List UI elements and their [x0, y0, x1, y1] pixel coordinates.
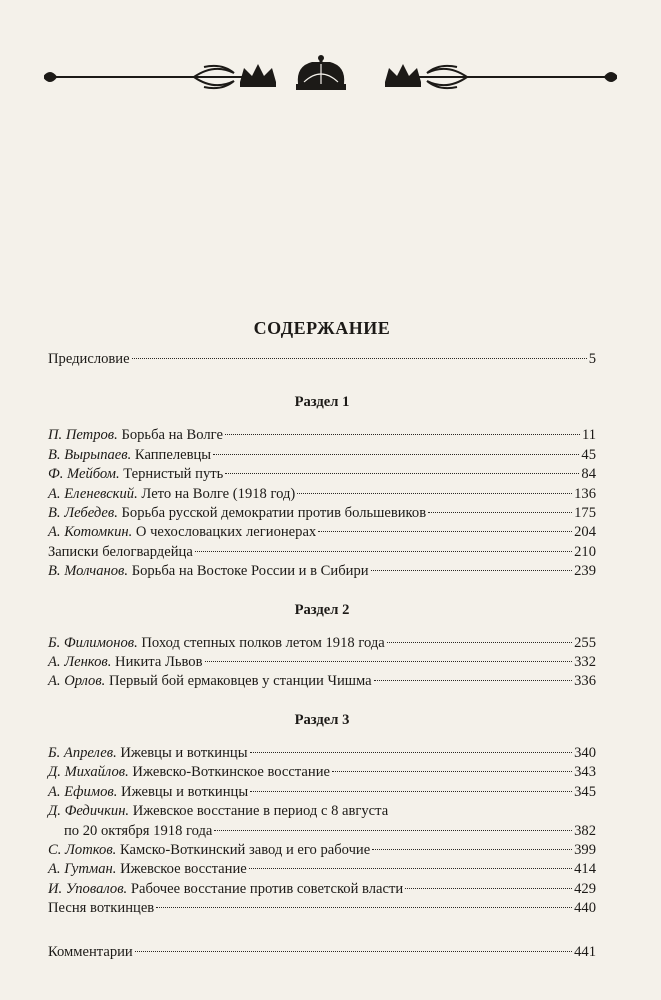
- entry-title: Тернистый путь: [123, 466, 224, 483]
- dot-leader: [405, 888, 572, 889]
- page-number: 332: [574, 654, 596, 671]
- entry-title: Борьба на Востоке России и в Сибири: [131, 563, 369, 580]
- dot-leader: [214, 830, 572, 831]
- toc-entry[interactable]: [48, 763, 596, 782]
- toc-entry-continuation[interactable]: [48, 822, 596, 841]
- dot-leader: [132, 358, 587, 359]
- toc-entry[interactable]: [48, 672, 596, 691]
- dot-leader: [195, 551, 572, 552]
- dot-leader: [250, 752, 573, 753]
- page-number: 210: [574, 543, 596, 560]
- entry-title: О чехословацких легионерах: [135, 524, 317, 541]
- toc-entry[interactable]: [48, 504, 596, 523]
- entry-author: С. Лотков.: [48, 841, 117, 858]
- toc-entry[interactable]: [48, 744, 596, 763]
- page-number: 345: [574, 783, 596, 800]
- section-heading-2: Раздел 2: [294, 601, 350, 618]
- page-number: 382: [574, 822, 596, 839]
- page-number: 136: [574, 485, 596, 502]
- entry-author: А. Гутман.: [48, 861, 117, 878]
- entry-author: А. Еленевский.: [48, 485, 138, 502]
- dot-leader: [213, 454, 579, 455]
- page-number: 440: [574, 900, 596, 917]
- entry-author: В. Лебедев.: [48, 505, 118, 522]
- page-number: 399: [574, 841, 596, 858]
- toc-entry-preface[interactable]: [48, 350, 596, 369]
- section-heading-1: Раздел 1: [294, 394, 350, 411]
- entry-title: Камско-Воткинский завод и его рабочие: [119, 841, 371, 858]
- page-number: 336: [574, 673, 596, 690]
- dot-leader: [205, 661, 573, 662]
- page-number: 343: [574, 764, 596, 781]
- dot-leader: [225, 473, 579, 474]
- dot-leader: [371, 570, 573, 571]
- page-number: 255: [574, 634, 596, 651]
- entry-author: А. Котомкин.: [48, 524, 133, 541]
- toc-entry[interactable]: [48, 783, 596, 802]
- dot-leader: [225, 434, 580, 435]
- toc-entry[interactable]: [48, 485, 596, 504]
- entry-author: В. Молчанов.: [48, 563, 129, 580]
- entry-title: Ижевцы и воткинцы: [121, 783, 249, 800]
- page-number: 239: [574, 563, 596, 580]
- toc-entry[interactable]: [48, 562, 596, 581]
- entry-title: Поход степных полков летом 1918 года: [141, 634, 385, 651]
- toc-entry[interactable]: [48, 465, 596, 484]
- dot-leader: [156, 907, 572, 908]
- page-number: 429: [574, 880, 596, 897]
- entry-author: А. Орлов.: [48, 673, 106, 690]
- toc-entry[interactable]: [48, 446, 596, 465]
- dot-leader: [374, 680, 572, 681]
- entry-title: Никита Львов: [115, 654, 203, 671]
- entry-title: Рабочее восстание против советской власти: [130, 880, 404, 897]
- entry-author: Ф. Мейбом.: [48, 466, 120, 483]
- entry-title-continuation: по 20 октября 1918 года: [64, 822, 213, 839]
- entry-title: Первый бой ермаковцев у станции Чишма: [108, 673, 372, 690]
- dot-leader: [428, 512, 572, 513]
- toc-entry[interactable]: [48, 880, 596, 899]
- dot-leader: [297, 493, 572, 494]
- entry-author: В. Вырыпаев.: [48, 446, 132, 463]
- section-heading-3: Раздел 3: [294, 711, 350, 728]
- page-number: 441: [574, 943, 596, 960]
- page-number: 175: [574, 505, 596, 522]
- entry-author: Д. Михайлов.: [48, 764, 129, 781]
- dot-leader: [249, 868, 572, 869]
- page-number: 414: [574, 861, 596, 878]
- entry-title: Ижевское восстание: [120, 861, 247, 878]
- entry-title: Предисловие: [48, 351, 130, 367]
- entry-author: Б. Филимонов.: [48, 634, 138, 651]
- toc-entry[interactable]: [48, 653, 596, 672]
- entry-title: Записки белогвардейца: [48, 543, 193, 560]
- toc-entry-comments[interactable]: [48, 943, 596, 962]
- page-number: 11: [581, 427, 596, 444]
- toc-entry[interactable]: [48, 523, 596, 542]
- entry-title: Борьба на Волге: [121, 427, 223, 444]
- page-number: 84: [581, 466, 596, 483]
- toc-entry[interactable]: [48, 543, 596, 562]
- entry-author: И. Уповалов.: [48, 880, 128, 897]
- toc-entry[interactable]: [48, 860, 596, 879]
- entry-author: Д. Федичкин.: [48, 803, 130, 820]
- entry-title: Ижевское восстание в период с 8 августа: [132, 803, 389, 820]
- entry-author: А. Ленков.: [48, 654, 112, 671]
- dot-leader: [387, 642, 572, 643]
- entry-title: Песня воткинцев: [48, 900, 155, 917]
- entry-title: Лето на Волге (1918 год): [141, 485, 296, 502]
- entry-author: П. Петров.: [48, 427, 118, 444]
- page-number: 204: [574, 524, 596, 541]
- page-number: 340: [574, 744, 596, 761]
- dot-leader: [372, 849, 572, 850]
- toc-entry-first-line[interactable]: [48, 802, 596, 821]
- page-number: 45: [581, 446, 596, 463]
- toc-title: СОДЕРЖАНИЕ: [253, 318, 391, 338]
- dot-leader: [250, 791, 572, 792]
- table-of-contents: [48, 316, 596, 962]
- entry-author: Б. Апрелев.: [48, 744, 117, 761]
- toc-entry[interactable]: [48, 426, 596, 445]
- page-number: 5: [588, 351, 596, 367]
- toc-entry[interactable]: [48, 841, 596, 860]
- entry-title: Ижевцы и воткинцы: [120, 744, 248, 761]
- entry-title: Комментарии: [48, 943, 133, 960]
- entry-title: Ижевско-Воткинское восстание: [132, 764, 330, 781]
- entry-title: Каппелевцы: [134, 446, 212, 463]
- toc-entry[interactable]: [48, 899, 596, 918]
- dot-leader: [332, 771, 572, 772]
- crown-ornament-header: [44, 52, 617, 102]
- entry-author: А. Ефимов.: [48, 783, 118, 800]
- dot-leader: [135, 951, 572, 952]
- entry-title: Борьба русской демократии против большевиков: [121, 505, 427, 522]
- dot-leader: [318, 531, 572, 532]
- toc-entry[interactable]: [48, 634, 596, 653]
